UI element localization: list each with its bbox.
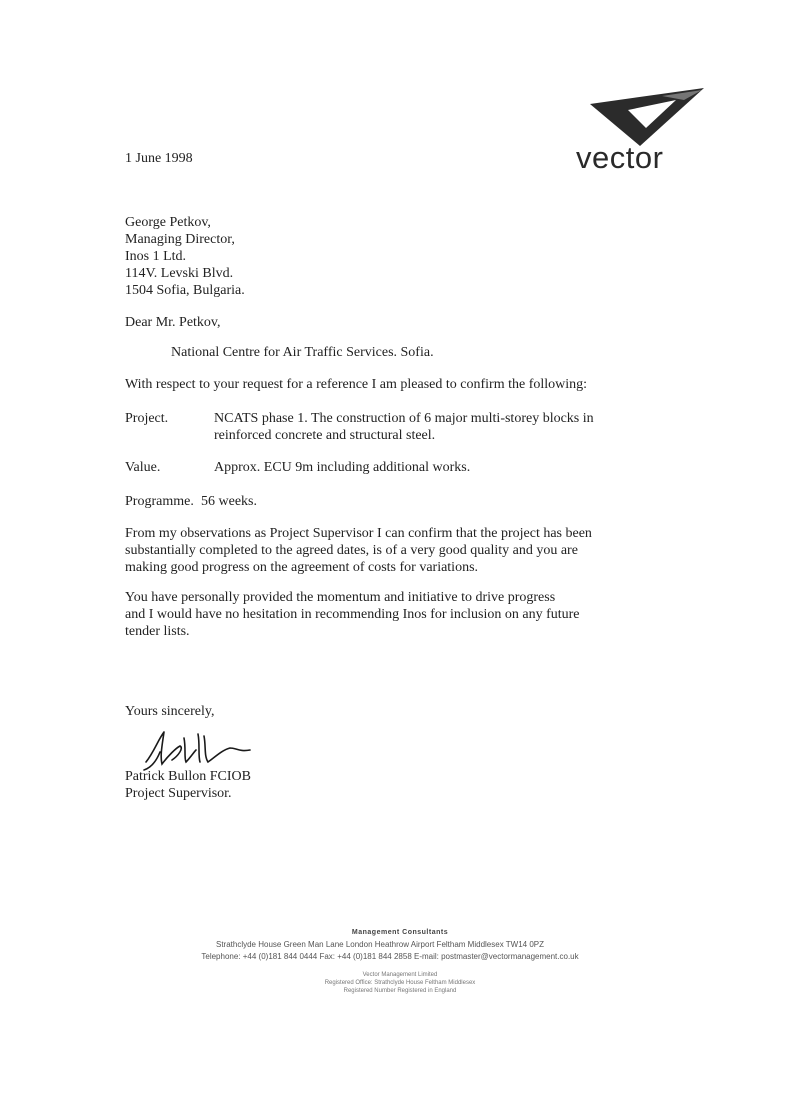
recipient-line: Managing Director, [125,232,235,247]
subject-line: National Centre for Air Traffic Services. Sofia. [171,345,434,360]
signer-name: Patrick Bullon FCIOB [125,769,252,784]
intro-sentence: With respect to your request for a reference I am pleased to confirm the following: [125,377,588,392]
handwritten-signature [140,722,260,774]
body-paragraph [125,525,592,576]
detail-value-project: NCATS phase 1. The construction of 6 major multi-storey blocks in [214,411,594,426]
detail-label-project: Project. [125,411,169,426]
signer-title: Project Supervisor. [125,786,232,801]
recipient-line: Inos 1 Ltd. [125,249,187,264]
paragraph-line: substantially completed to the agreed dates, is of a very good quality and you are [125,543,578,558]
vector-logo-icon [588,86,706,148]
paragraph-line: making good progress on the agreement of costs for variations. [125,560,479,575]
detail-label-value: Value. [125,460,161,475]
paragraph-line: tender lists. [125,624,190,639]
letter-date: 1 June 1998 [125,151,193,166]
logo-wordmark: vector [576,140,664,175]
recipient-line: George Petkov, [125,215,211,230]
closing: Yours sincerely, [125,704,215,719]
detail-value-project: reinforced concrete and structural steel. [214,428,436,443]
footer-small-line: Registered Office: Strathclyde House Feltham Middlesex [324,980,476,986]
recipient-address [125,214,245,299]
footer-small-line: Vector Management Limited [362,972,438,978]
recipient-line: 1504 Sofia, Bulgaria. [125,283,245,298]
body-paragraph [125,589,580,640]
footer-address: Strathclyde House Green Man Lane London Heathrow Airport Feltham Middlesex TW14 0PZ [215,940,545,949]
detail-label-programme: Programme. [125,494,194,509]
paragraph-line: You have personally provided the momentum and initiative to drive progress [125,590,556,605]
salutation: Dear Mr. Petkov, [125,315,221,330]
paragraph-line: and I would have no hesitation in recommending Inos for inclusion on any future [125,607,580,622]
recipient-line: 114V. Levski Blvd. [125,266,234,281]
footer-small-line: Registered Number Registered in England [343,988,457,994]
footer-contact: Telephone: +44 (0)181 844 0444 Fax: +44 (0)181 844 2858 E-mail: postmaster@vectormanagement.co.uk [201,952,579,961]
paragraph-line: From my observations as Project Supervisor I can confirm that the project has been [125,526,592,541]
footer-heading: Management Consultants [351,929,449,936]
detail-value-programme: 56 weeks. [201,494,257,509]
detail-value-value: Approx. ECU 9m including additional works. [214,460,471,475]
